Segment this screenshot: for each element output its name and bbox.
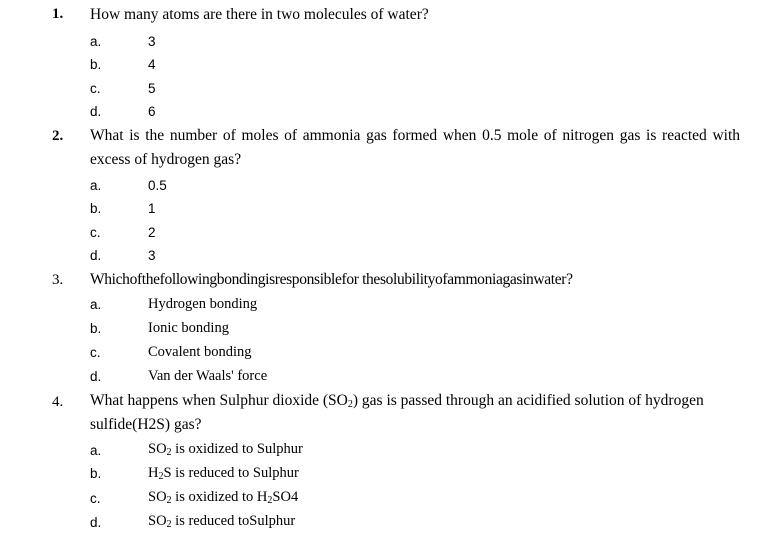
question-3-number: 3.: [52, 272, 64, 288]
q3-option-a-letter: a.: [90, 297, 102, 312]
q4-option-a-text: $SO_2$ is oxidized to Sulphur: [148, 441, 303, 458]
question-4-number: 4.: [52, 394, 64, 410]
q4-option-d-letter: d.: [90, 515, 102, 530]
q1-option-a-text: 3: [148, 34, 156, 49]
q3-option-d-letter: d.: [90, 369, 102, 384]
q3-option-b-text: Ionic bonding: [148, 320, 229, 336]
q1-option-b-letter: b.: [90, 57, 102, 72]
q3-option-c-letter: c.: [90, 345, 101, 360]
q1-option-b-text: 4: [148, 57, 156, 72]
q3-option-a-text: Hydrogen bonding: [148, 296, 258, 312]
question-3-text: Whichofthefollowingbondingisresponsiblefor thesolubilityofammoniagasinwater?: [90, 271, 573, 288]
q2-option-a-text: 0.5: [148, 178, 167, 193]
q4-option-d-text: $SO_2$ is reduced toSulphur: [148, 513, 296, 530]
q4-option-b-text: $H_2S$ is reduced to Sulphur: [148, 465, 299, 482]
q2-option-d-letter: d.: [90, 248, 102, 263]
q4-option-c-text: $SO_2$ is oxidized to $H_2SO4$: [148, 489, 299, 506]
q1-option-d-text: 6: [148, 104, 156, 119]
q1-option-c-letter: c.: [90, 81, 101, 96]
question-4-text-line2: sulfide(H2S) gas?: [90, 416, 202, 433]
q2-option-a-letter: a.: [90, 178, 102, 193]
q4-option-c-letter: c.: [90, 491, 101, 506]
question-1-text: How many atoms are there in two molecules of water?: [90, 6, 429, 23]
q1-option-a-letter: a.: [90, 34, 102, 49]
question-2-text: What is the number of moles of ammonia gas formed when 0.5 mole of nitrogen gas is reacted with excess of hydrogen gas?: [90, 127, 740, 168]
question-1-number: 1.: [52, 6, 64, 22]
q2-option-c-text: 2: [148, 225, 156, 240]
question-2-number: 2.: [52, 128, 64, 144]
q3-option-d-text: Van der Waals' force: [148, 368, 268, 384]
question-4-text-line1: What happens when Sulphur dioxide $(SO_2)$ gas is passed through an acidified solution of hydrogen: [90, 392, 704, 410]
q4-option-a-letter: a.: [90, 443, 102, 458]
q3-option-b-letter: b.: [90, 321, 102, 336]
q1-option-d-letter: d.: [90, 104, 102, 119]
q2-option-b-text: 1: [148, 201, 156, 216]
q1-option-c-text: 5: [148, 81, 156, 96]
q2-option-d-text: 3: [148, 248, 156, 263]
q4-option-b-letter: b.: [90, 466, 102, 481]
q3-option-c-text: Covalent bonding: [148, 344, 252, 360]
q2-option-b-letter: b.: [90, 201, 102, 216]
q2-option-c-letter: c.: [90, 225, 101, 240]
